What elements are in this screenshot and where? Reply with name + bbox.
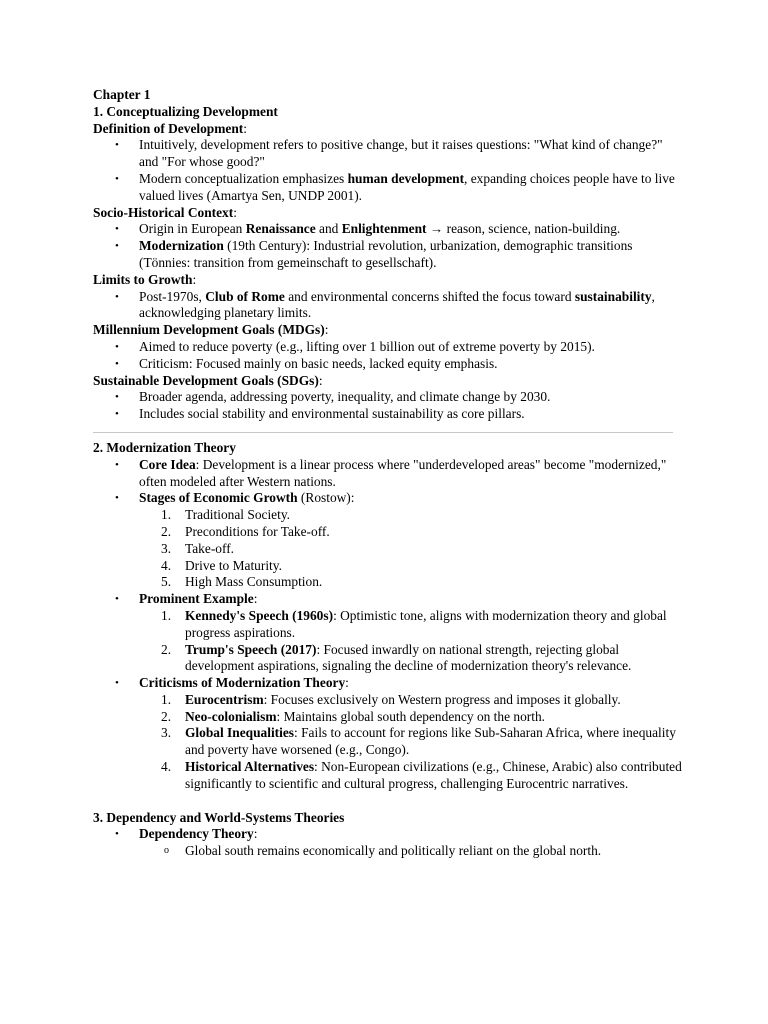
limits-list: [93, 289, 683, 323]
bullet-icon: •: [115, 593, 119, 606]
circle-bullet-icon: o: [164, 845, 169, 857]
criticisms-list: [139, 692, 683, 793]
chapter-title: Chapter 1: [93, 87, 151, 102]
list-item: • Criticisms of Modernization Theory: 1. Eurocentrism: Focuses exclusively on Western progress and imposes it globally. 2. Neo-colonialism: Maintains global south dependency on the north. 3. Global Inequalities: Fails to account for regions like Sub-Saharan Africa, where inequality and poverty have worsened (e.g., Congo). 4. Historical Alternatives: Non-European civilizations (e.g., Chinese, Arabic) also contributed significantly to scientific and cultural progress, challenging Eurocentric narratives.: [115, 675, 682, 791]
list-item: 3. Global Inequalities: Fails to account for regions like Sub-Saharan Africa, where inequality and poverty have worsened (e.g., Congo).: [161, 725, 676, 758]
list-item: • Intuitively, development refers to positive change, but it raises questions: "What kind of change?" and "For whose good?": [115, 137, 663, 170]
bullet-icon: •: [115, 290, 119, 303]
examples-list: [139, 608, 683, 675]
document-page: [93, 87, 683, 860]
stages-list: [139, 507, 683, 591]
section-2-heading: 2. Modernization Theory: [93, 439, 236, 455]
sdg-list: [93, 389, 683, 423]
bullet-icon: •: [115, 357, 119, 370]
list-item: 1. Traditional Society.: [161, 507, 291, 523]
list-item: 4. Historical Alternatives: Non-European civilizations (e.g., Chinese, Arabic) also contributed significantly to scientific and cultural progress, challenging Eurocentric narratives.: [161, 759, 682, 791]
bullet-icon: •: [115, 492, 119, 505]
dependency-sublist: [139, 843, 683, 860]
list-item: 2. Preconditions for Take-off.: [161, 523, 330, 539]
mdg-subheading: Millennium Development Goals (MDGs):: [93, 322, 329, 338]
bullet-icon: •: [115, 139, 119, 152]
list-item: • Prominent Example: 1. Kennedy's Speech (1960s): Optimistic tone, aligns with modernization theory and global progress aspirations. 2. Trump's Speech (2017): Focused inwardly on national strength, rejecting global development aspirations, signaling the decline of modernization theory's relevance.: [93, 591, 683, 675]
socio-historical-list: [93, 221, 683, 271]
bullet-icon: •: [115, 828, 119, 841]
list-item: • Stages of Economic Growth (Rostow): 1. Traditional Society. 2. Preconditions for Take-off. 3. Take-off. 4. Drive to Maturity. 5. High Mass Consumption.: [93, 490, 683, 591]
bullet-icon: •: [115, 340, 119, 353]
socio-historical-subheading: Socio-Historical Context:: [93, 204, 237, 220]
bullet-icon: •: [115, 391, 119, 404]
list-item: • Origin in European Renaissance and Enlightenment → reason, science, nation-building.: [115, 221, 621, 237]
section-3-heading: 3. Dependency and World-Systems Theories: [93, 809, 345, 825]
list-item: 2. Trump's Speech (2017): Focused inwardly on national strength, rejecting global development aspirations, signaling the decline of modernization theory's relevance.: [161, 641, 632, 674]
list-item: • Aimed to reduce poverty (e.g., lifting over 1 billion out of extreme poverty by 2015).: [115, 338, 595, 354]
bullet-icon: •: [115, 677, 119, 690]
section-1-heading: 1. Conceptualizing Development: [93, 103, 278, 119]
list-item: 2. Neo-colonialism: Maintains global south dependency on the north.: [161, 708, 546, 724]
limits-subheading: Limits to Growth:: [93, 271, 197, 287]
list-item: 1. Kennedy's Speech (1960s): Optimistic tone, aligns with modernization theory and global progress aspirations.: [161, 607, 667, 640]
bullet-icon: •: [115, 223, 119, 236]
list-item: • Broader agenda, addressing poverty, inequality, and climate change by 2030.: [115, 389, 551, 405]
bullet-icon: •: [115, 408, 119, 421]
list-item: 3. Take-off.: [161, 540, 235, 556]
section-divider: [93, 432, 673, 433]
bullet-icon: •: [115, 172, 119, 185]
list-item: • Modernization (19th Century): Industrial revolution, urbanization, demographic transitions (Tönnies: transition from gemeinschaft to gesellschaft).: [115, 238, 633, 270]
sdg-subheading: Sustainable Development Goals (SDGs):: [93, 372, 323, 388]
list-item: • Post-1970s, Club of Rome and environmental concerns shifted the focus toward sustainability, acknowledging planetary limits.: [115, 288, 655, 321]
definition-subheading: Definition of Development:: [93, 120, 247, 136]
bullet-icon: •: [115, 458, 119, 471]
bullet-icon: •: [115, 240, 119, 253]
definition-list: [93, 137, 683, 204]
dependency-list: [93, 826, 683, 860]
mdg-list: [93, 339, 683, 373]
modernization-list: [93, 457, 683, 793]
list-item: o Global south remains economically and politically reliant on the global north.: [164, 843, 602, 859]
spacer: [93, 793, 683, 810]
list-item: • Includes social stability and environmental sustainability as core pillars.: [115, 406, 525, 422]
list-item: 1. Eurocentrism: Focuses exclusively on Western progress and imposes it globally.: [161, 691, 621, 707]
list-item: 5. High Mass Consumption.: [161, 574, 323, 590]
list-item: • Criticism: Focused mainly on basic needs, lacked equity emphasis.: [115, 355, 498, 371]
list-item: 4. Drive to Maturity.: [161, 557, 282, 573]
list-item: • Dependency Theory: o Global south remains economically and politically reliant on the global north.: [93, 826, 683, 860]
list-item: • Modern conceptualization emphasizes human development, expanding choices people have to live valued lives (Amartya Sen, UNDP 2001).: [115, 170, 675, 203]
list-item: • Core Idea: Development is a linear process where "underdeveloped areas" become "modernized," often modeled after Western nations.: [115, 456, 667, 489]
